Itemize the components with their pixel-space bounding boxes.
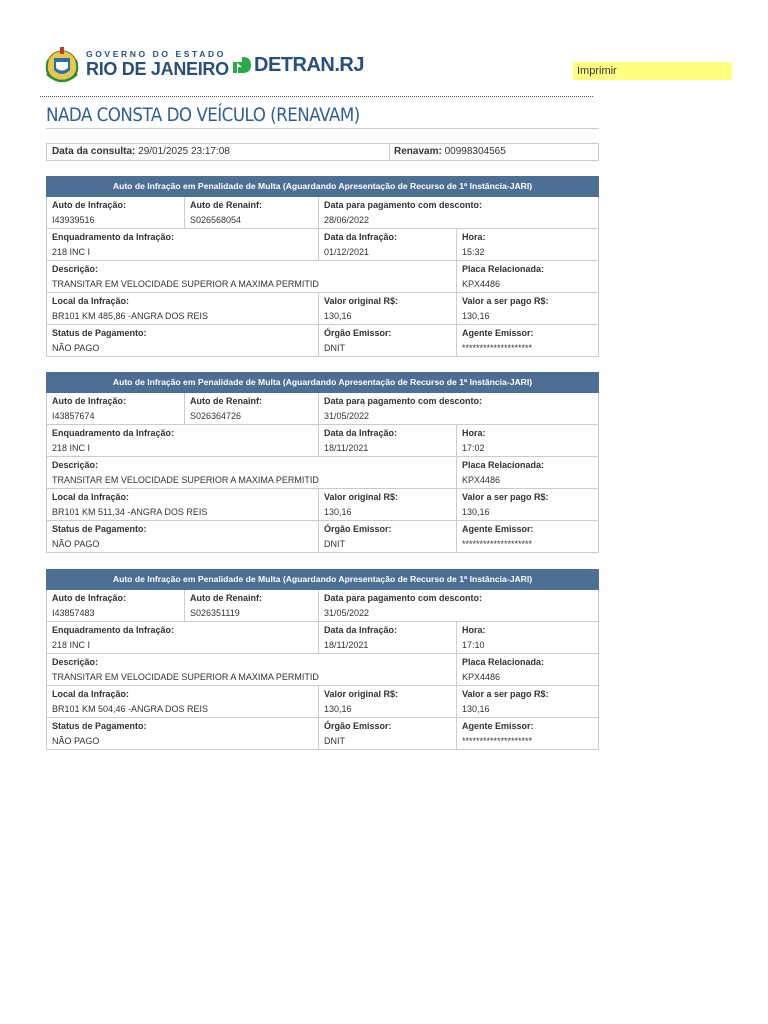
infraction-card-3 xyxy=(46,569,599,750)
local-label: Local da Infração: xyxy=(52,492,130,502)
consulta-renavam xyxy=(390,144,598,160)
orgao-value: DNIT xyxy=(324,539,345,549)
agente-value: ******************** xyxy=(462,736,533,746)
valor-pago-value: 130,16 xyxy=(462,704,490,714)
data-infracao-value: 18/11/2021 xyxy=(324,443,369,453)
enquadramento-value: 218 INC I xyxy=(52,640,91,650)
status-label: Status de Pagamento: xyxy=(52,524,147,534)
valor-original-label: Valor original R$: xyxy=(324,296,399,306)
table-row xyxy=(46,718,599,750)
data-infracao-value: 01/12/2021 xyxy=(324,247,370,257)
auto-value: I43939516 xyxy=(52,215,95,225)
orgao-label: Órgão Emissor: xyxy=(324,721,392,731)
enquadramento-value: 218 INC I xyxy=(52,443,91,453)
hora-value: 17:02 xyxy=(462,443,485,453)
enquadramento-label: Enquadramento da Infração: xyxy=(52,428,175,438)
renainf-label: Auto de Renainf: xyxy=(190,396,262,406)
enquadramento-label: Enquadramento da Infração: xyxy=(52,625,175,635)
pagamento-value: 28/06/2022 xyxy=(324,215,370,225)
data-infracao-value: 18/11/2021 xyxy=(324,640,369,650)
page-title: NADA CONSTA DO VEÍCULO (RENAVAM) xyxy=(46,104,360,126)
hora-value: 17:10 xyxy=(462,640,485,650)
valor-pago-label: Valor a ser pago R$: xyxy=(462,296,549,306)
pagamento-label: Data para pagamento com desconto: xyxy=(324,593,483,603)
local-value: BR101 KM 511,34 -ANGRA DOS REIS xyxy=(52,507,208,517)
consulta-box xyxy=(46,143,599,161)
table-row xyxy=(46,325,599,357)
table-row xyxy=(46,393,599,425)
valor-original-value: 130,16 xyxy=(324,704,352,714)
valor-pago-value: 130,16 xyxy=(462,311,490,321)
hora-label: Hora: xyxy=(462,625,486,635)
agente-label: Agente Emissor: xyxy=(462,524,534,534)
consulta-date-label: Data da consulta: xyxy=(52,146,136,157)
header-divider xyxy=(40,96,593,97)
coat-of-arms-icon xyxy=(44,44,80,88)
status-value: NÃO PAGO xyxy=(52,539,100,549)
table-row xyxy=(46,489,599,521)
enquadramento-label: Enquadramento da Infração: xyxy=(52,232,175,242)
table-row xyxy=(46,293,599,325)
valor-original-label: Valor original R$: xyxy=(324,492,399,502)
detran-text: DETRAN.RJ xyxy=(254,54,364,76)
descricao-label: Descrição: xyxy=(52,460,99,470)
renainf-value: S026568054 xyxy=(190,215,242,225)
enquadramento-value: 218 INC I xyxy=(52,247,91,257)
local-label: Local da Infração: xyxy=(52,689,130,699)
infraction-card-2 xyxy=(46,372,599,553)
pagamento-label: Data para pagamento com desconto: xyxy=(324,200,483,210)
detran-icon xyxy=(232,54,252,76)
orgao-value: DNIT xyxy=(324,736,345,746)
table-row xyxy=(46,261,599,293)
placa-value: KPX4486 xyxy=(462,279,501,289)
valor-original-value: 130,16 xyxy=(324,311,352,321)
pagamento-label: Data para pagamento com desconto: xyxy=(324,396,483,406)
infraction-heading: Auto de Infração em Penalidade de Multa (Aguardando Apresentação de Recurso de 1ª Instância-JARI) xyxy=(46,176,599,197)
table-row xyxy=(46,622,599,654)
local-value: BR101 KM 504,46 -ANGRA DOS REIS xyxy=(52,704,209,714)
table-row xyxy=(46,686,599,718)
status-label: Status de Pagamento: xyxy=(52,328,147,338)
descricao-value: TRANSITAR EM VELOCIDADE SUPERIOR A MAXIMA PERMITID xyxy=(52,475,319,485)
table-row xyxy=(46,590,599,622)
consulta-date xyxy=(47,144,390,160)
auto-label: Auto de Infração: xyxy=(52,200,127,210)
infraction-heading: Auto de Infração em Penalidade de Multa (Aguardando Apresentação de Recurso de 1ª Instância-JARI) xyxy=(46,372,599,393)
orgao-label: Órgão Emissor: xyxy=(324,328,392,338)
descricao-value: TRANSITAR EM VELOCIDADE SUPERIOR A MAXIMA PERMITID xyxy=(52,279,319,289)
pagamento-value: 31/05/2022 xyxy=(324,608,370,618)
infraction-card-1 xyxy=(46,176,599,357)
agente-value: ******************** xyxy=(462,343,533,353)
gov-big-text: RIO DE JANEIRO xyxy=(86,59,229,79)
table-row xyxy=(46,457,599,489)
agente-label: Agente Emissor: xyxy=(462,721,534,731)
descricao-label: Descrição: xyxy=(52,264,99,274)
valor-pago-label: Valor a ser pago R$: xyxy=(462,689,549,699)
renainf-label: Auto de Renainf: xyxy=(190,200,262,210)
orgao-label: Órgão Emissor: xyxy=(324,524,392,534)
table-row xyxy=(46,229,599,261)
renavam-value: 00998304565 xyxy=(444,146,506,157)
renainf-label: Auto de Renainf: xyxy=(190,593,262,603)
status-label: Status de Pagamento: xyxy=(52,721,147,731)
valor-original-value: 130,16 xyxy=(324,507,352,517)
header xyxy=(42,42,602,94)
pagamento-value: 31/05/2022 xyxy=(324,411,370,421)
local-label: Local da Infração: xyxy=(52,296,130,306)
auto-value: I43857483 xyxy=(52,608,95,618)
hora-value: 15:32 xyxy=(462,247,485,257)
auto-label: Auto de Infração: xyxy=(52,593,127,603)
hora-label: Hora: xyxy=(462,232,486,242)
table-row xyxy=(46,654,599,686)
descricao-label: Descrição: xyxy=(52,657,99,667)
local-value: BR101 KM 485,86 -ANGRA DOS REIS xyxy=(52,311,209,321)
status-value: NÃO PAGO xyxy=(52,343,100,353)
descricao-value: TRANSITAR EM VELOCIDADE SUPERIOR A MAXIMA PERMITID xyxy=(52,672,319,682)
hora-label: Hora: xyxy=(462,428,486,438)
auto-value: I43857674 xyxy=(52,411,95,421)
title-divider xyxy=(46,128,599,129)
state-logo xyxy=(86,49,229,79)
gov-small-text: GOVERNO DO ESTADO xyxy=(86,49,226,59)
valor-pago-value: 130,16 xyxy=(462,507,490,517)
auto-label: Auto de Infração: xyxy=(52,396,127,406)
renainf-value: S026364726 xyxy=(190,411,242,421)
renainf-value: S026351119 xyxy=(190,608,240,618)
placa-label: Placa Relacionada: xyxy=(462,460,545,470)
status-value: NÃO PAGO xyxy=(52,736,100,746)
renavam-label: Renavam: xyxy=(394,146,442,157)
print-button[interactable]: Imprimir xyxy=(573,62,732,80)
data-infracao-label: Data da Infração: xyxy=(324,625,398,635)
data-infracao-label: Data da Infração: xyxy=(324,428,398,438)
agente-value: ******************** xyxy=(462,539,533,549)
data-infracao-label: Data da Infração: xyxy=(324,232,398,242)
table-row xyxy=(46,425,599,457)
infraction-heading: Auto de Infração em Penalidade de Multa (Aguardando Apresentação de Recurso de 1ª Instância-JARI) xyxy=(46,569,599,590)
placa-label: Placa Relacionada: xyxy=(462,264,545,274)
table-row xyxy=(46,521,599,553)
valor-pago-label: Valor a ser pago R$: xyxy=(462,492,549,502)
placa-value: KPX4486 xyxy=(462,475,501,485)
valor-original-label: Valor original R$: xyxy=(324,689,399,699)
consulta-date-value: 29/01/2025 23:17:08 xyxy=(138,146,230,157)
table-row xyxy=(46,197,599,229)
placa-value: KPX4486 xyxy=(462,672,501,682)
placa-label: Placa Relacionada: xyxy=(462,657,545,667)
orgao-value: DNIT xyxy=(324,343,345,353)
agente-label: Agente Emissor: xyxy=(462,328,534,338)
